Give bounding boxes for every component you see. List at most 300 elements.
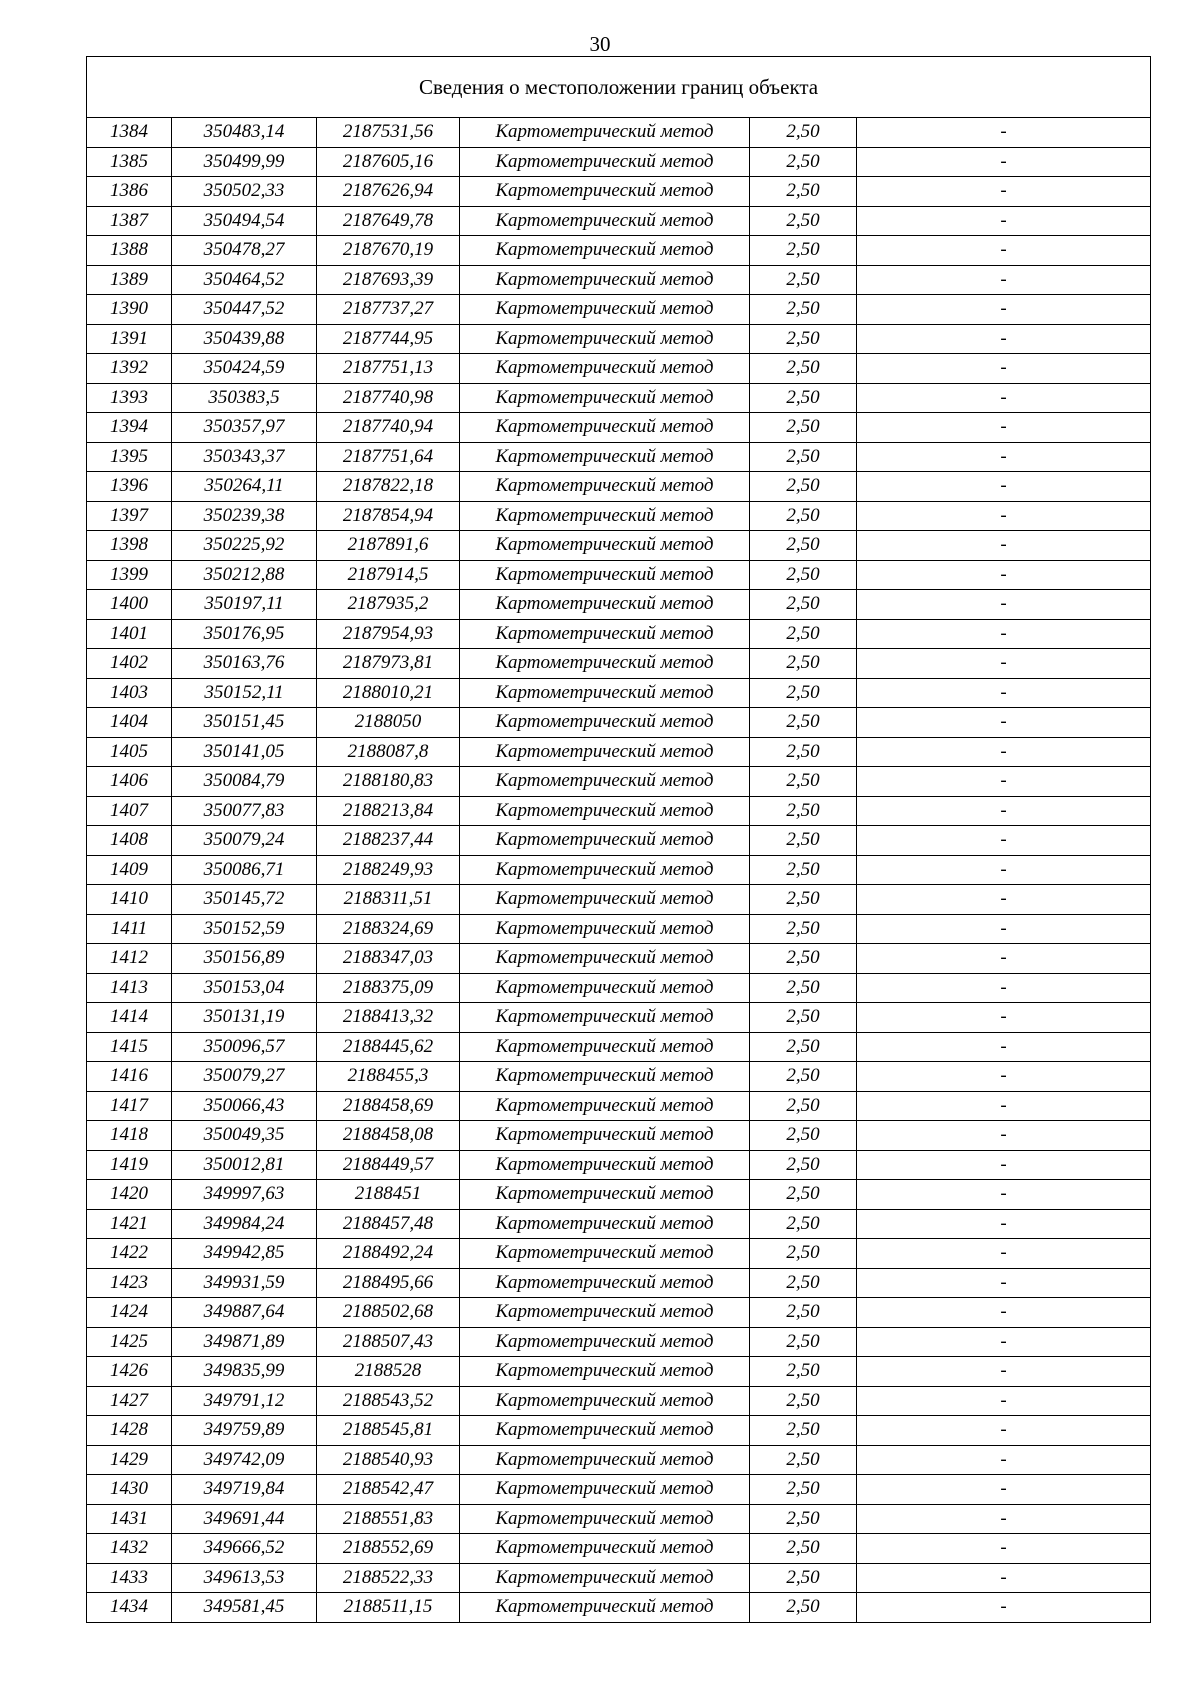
x-coordinate-cell: 349887,64 [172,1298,317,1328]
point-number-cell: 1429 [87,1445,172,1475]
note-cell: - [857,1032,1151,1062]
method-cell: Картометрический метод [460,1357,750,1387]
y-coordinate-cell: 2188543,52 [317,1386,460,1416]
x-coordinate-cell: 350212,88 [172,560,317,590]
table-row [87,118,1151,148]
method-cell: Картометрический метод [460,708,750,738]
x-coordinate-cell: 350176,95 [172,619,317,649]
accuracy-cell: 2,50 [750,855,857,885]
note-cell: - [857,826,1151,856]
table-row [87,147,1151,177]
x-coordinate-cell: 350239,38 [172,501,317,531]
note-cell: - [857,1475,1151,1505]
point-number-cell: 1406 [87,767,172,797]
table-row [87,560,1151,590]
accuracy-cell: 2,50 [750,147,857,177]
point-number-cell: 1389 [87,265,172,295]
note-cell: - [857,1091,1151,1121]
accuracy-cell: 2,50 [750,177,857,207]
point-number-cell: 1414 [87,1003,172,1033]
x-coordinate-cell: 350153,04 [172,973,317,1003]
method-cell: Картометрический метод [460,1180,750,1210]
accuracy-cell: 2,50 [750,472,857,502]
point-number-cell: 1401 [87,619,172,649]
method-cell: Картометрический метод [460,590,750,620]
y-coordinate-cell: 2187605,16 [317,147,460,177]
x-coordinate-cell: 349835,99 [172,1357,317,1387]
accuracy-cell: 2,50 [750,826,857,856]
x-coordinate-cell: 350357,97 [172,413,317,443]
point-number-cell: 1426 [87,1357,172,1387]
table-row [87,501,1151,531]
y-coordinate-cell: 2187914,5 [317,560,460,590]
point-number-cell: 1420 [87,1180,172,1210]
note-cell: - [857,1534,1151,1564]
x-coordinate-cell: 350084,79 [172,767,317,797]
note-cell: - [857,1445,1151,1475]
note-cell: - [857,1150,1151,1180]
table-row [87,1032,1151,1062]
x-coordinate-cell: 350096,57 [172,1032,317,1062]
table-row [87,442,1151,472]
y-coordinate-cell: 2188458,69 [317,1091,460,1121]
method-cell: Картометрический метод [460,236,750,266]
note-cell: - [857,324,1151,354]
point-number-cell: 1398 [87,531,172,561]
table-row [87,1209,1151,1239]
accuracy-cell: 2,50 [750,708,857,738]
method-cell: Картометрический метод [460,531,750,561]
method-cell: Картометрический метод [460,1416,750,1446]
point-number-cell: 1385 [87,147,172,177]
y-coordinate-cell: 2188445,62 [317,1032,460,1062]
table-row [87,1062,1151,1092]
y-coordinate-cell: 2187954,93 [317,619,460,649]
note-cell: - [857,531,1151,561]
accuracy-cell: 2,50 [750,1209,857,1239]
accuracy-cell: 2,50 [750,914,857,944]
method-cell: Картометрический метод [460,1445,750,1475]
point-number-cell: 1427 [87,1386,172,1416]
accuracy-cell: 2,50 [750,265,857,295]
point-number-cell: 1409 [87,855,172,885]
note-cell: - [857,413,1151,443]
method-cell: Картометрический метод [460,1268,750,1298]
note-cell: - [857,708,1151,738]
note-cell: - [857,885,1151,915]
accuracy-cell: 2,50 [750,973,857,1003]
accuracy-cell: 2,50 [750,1563,857,1593]
point-number-cell: 1393 [87,383,172,413]
y-coordinate-cell: 2188540,93 [317,1445,460,1475]
point-number-cell: 1387 [87,206,172,236]
table-row [87,1445,1151,1475]
accuracy-cell: 2,50 [750,737,857,767]
point-number-cell: 1421 [87,1209,172,1239]
y-coordinate-cell: 2187935,2 [317,590,460,620]
point-number-cell: 1390 [87,295,172,325]
point-number-cell: 1394 [87,413,172,443]
point-number-cell: 1413 [87,973,172,1003]
method-cell: Картометрический метод [460,973,750,1003]
point-number-cell: 1400 [87,590,172,620]
note-cell: - [857,1563,1151,1593]
y-coordinate-cell: 2188545,81 [317,1416,460,1446]
x-coordinate-cell: 350066,43 [172,1091,317,1121]
point-number-cell: 1416 [87,1062,172,1092]
point-number-cell: 1434 [87,1593,172,1623]
method-cell: Картометрический метод [460,1150,750,1180]
x-coordinate-cell: 349613,53 [172,1563,317,1593]
table-row [87,619,1151,649]
accuracy-cell: 2,50 [750,944,857,974]
note-cell: - [857,1180,1151,1210]
table-row [87,531,1151,561]
note-cell: - [857,442,1151,472]
method-cell: Картометрический метод [460,118,750,148]
table-row [87,1298,1151,1328]
point-number-cell: 1391 [87,324,172,354]
boundary-table-container [86,56,1150,1623]
y-coordinate-cell: 2187626,94 [317,177,460,207]
table-row [87,1239,1151,1269]
note-cell: - [857,383,1151,413]
point-number-cell: 1402 [87,649,172,679]
y-coordinate-cell: 2188087,8 [317,737,460,767]
note-cell: - [857,973,1151,1003]
x-coordinate-cell: 350131,19 [172,1003,317,1033]
method-cell: Картометрический метод [460,1504,750,1534]
method-cell: Картометрический метод [460,354,750,384]
point-number-cell: 1430 [87,1475,172,1505]
note-cell: - [857,1416,1151,1446]
point-number-cell: 1388 [87,236,172,266]
method-cell: Картометрический метод [460,383,750,413]
method-cell: Картометрический метод [460,767,750,797]
accuracy-cell: 2,50 [750,590,857,620]
accuracy-cell: 2,50 [750,531,857,561]
accuracy-cell: 2,50 [750,413,857,443]
method-cell: Картометрический метод [460,1091,750,1121]
accuracy-cell: 2,50 [750,236,857,266]
method-cell: Картометрический метод [460,1032,750,1062]
point-number-cell: 1405 [87,737,172,767]
table-row [87,1150,1151,1180]
note-cell: - [857,472,1151,502]
accuracy-cell: 2,50 [750,1593,857,1623]
note-cell: - [857,619,1151,649]
method-cell: Картометрический метод [460,1209,750,1239]
y-coordinate-cell: 2188507,43 [317,1327,460,1357]
table-row [87,767,1151,797]
table-row [87,206,1151,236]
accuracy-cell: 2,50 [750,1062,857,1092]
accuracy-cell: 2,50 [750,324,857,354]
point-number-cell: 1408 [87,826,172,856]
y-coordinate-cell: 2188502,68 [317,1298,460,1328]
point-number-cell: 1395 [87,442,172,472]
y-coordinate-cell: 2188455,3 [317,1062,460,1092]
method-cell: Картометрический метод [460,649,750,679]
point-number-cell: 1432 [87,1534,172,1564]
x-coordinate-cell: 350012,81 [172,1150,317,1180]
y-coordinate-cell: 2188451 [317,1180,460,1210]
y-coordinate-cell: 2187973,81 [317,649,460,679]
y-coordinate-cell: 2187649,78 [317,206,460,236]
table-row [87,177,1151,207]
accuracy-cell: 2,50 [750,1504,857,1534]
x-coordinate-cell: 350383,5 [172,383,317,413]
method-cell: Картометрический метод [460,1386,750,1416]
x-coordinate-cell: 349719,84 [172,1475,317,1505]
x-coordinate-cell: 350264,11 [172,472,317,502]
table-row [87,383,1151,413]
x-coordinate-cell: 350141,05 [172,737,317,767]
x-coordinate-cell: 349984,24 [172,1209,317,1239]
point-number-cell: 1412 [87,944,172,974]
y-coordinate-cell: 2187531,56 [317,118,460,148]
accuracy-cell: 2,50 [750,649,857,679]
point-number-cell: 1415 [87,1032,172,1062]
point-number-cell: 1384 [87,118,172,148]
table-body [87,118,1151,1623]
note-cell: - [857,1357,1151,1387]
y-coordinate-cell: 2188449,57 [317,1150,460,1180]
method-cell: Картометрический метод [460,1475,750,1505]
accuracy-cell: 2,50 [750,1003,857,1033]
accuracy-cell: 2,50 [750,885,857,915]
y-coordinate-cell: 2188213,84 [317,796,460,826]
x-coordinate-cell: 350145,72 [172,885,317,915]
table-row [87,1091,1151,1121]
accuracy-cell: 2,50 [750,767,857,797]
note-cell: - [857,118,1151,148]
note-cell: - [857,354,1151,384]
x-coordinate-cell: 350197,11 [172,590,317,620]
y-coordinate-cell: 2187822,18 [317,472,460,502]
note-cell: - [857,914,1151,944]
table-row [87,678,1151,708]
x-coordinate-cell: 349666,52 [172,1534,317,1564]
y-coordinate-cell: 2188324,69 [317,914,460,944]
x-coordinate-cell: 350464,52 [172,265,317,295]
table-row [87,1180,1151,1210]
method-cell: Картометрический метод [460,1534,750,1564]
note-cell: - [857,1327,1151,1357]
accuracy-cell: 2,50 [750,1475,857,1505]
table-row [87,1357,1151,1387]
table-row [87,1121,1151,1151]
note-cell: - [857,1298,1151,1328]
point-number-cell: 1392 [87,354,172,384]
accuracy-cell: 2,50 [750,1239,857,1269]
x-coordinate-cell: 350483,14 [172,118,317,148]
method-cell: Картометрический метод [460,1593,750,1623]
accuracy-cell: 2,50 [750,619,857,649]
note-cell: - [857,796,1151,826]
accuracy-cell: 2,50 [750,796,857,826]
method-cell: Картометрический метод [460,472,750,502]
method-cell: Картометрический метод [460,826,750,856]
method-cell: Картометрический метод [460,678,750,708]
boundary-coordinates-table [86,56,1151,1623]
point-number-cell: 1399 [87,560,172,590]
point-number-cell: 1411 [87,914,172,944]
x-coordinate-cell: 350156,89 [172,944,317,974]
x-coordinate-cell: 350478,27 [172,236,317,266]
table-row [87,796,1151,826]
note-cell: - [857,1003,1151,1033]
table-row [87,1534,1151,1564]
y-coordinate-cell: 2188511,15 [317,1593,460,1623]
y-coordinate-cell: 2187740,98 [317,383,460,413]
accuracy-cell: 2,50 [750,678,857,708]
y-coordinate-cell: 2187670,19 [317,236,460,266]
y-coordinate-cell: 2187751,64 [317,442,460,472]
x-coordinate-cell: 349691,44 [172,1504,317,1534]
point-number-cell: 1407 [87,796,172,826]
x-coordinate-cell: 349997,63 [172,1180,317,1210]
y-coordinate-cell: 2188458,08 [317,1121,460,1151]
y-coordinate-cell: 2188522,33 [317,1563,460,1593]
accuracy-cell: 2,50 [750,1121,857,1151]
table-row [87,1268,1151,1298]
note-cell: - [857,767,1151,797]
y-coordinate-cell: 2188347,03 [317,944,460,974]
note-cell: - [857,1121,1151,1151]
note-cell: - [857,147,1151,177]
table-row [87,826,1151,856]
point-number-cell: 1403 [87,678,172,708]
accuracy-cell: 2,50 [750,1327,857,1357]
x-coordinate-cell: 349871,89 [172,1327,317,1357]
y-coordinate-cell: 2187737,27 [317,295,460,325]
accuracy-cell: 2,50 [750,295,857,325]
x-coordinate-cell: 350086,71 [172,855,317,885]
y-coordinate-cell: 2188237,44 [317,826,460,856]
y-coordinate-cell: 2187891,6 [317,531,460,561]
x-coordinate-cell: 350447,52 [172,295,317,325]
y-coordinate-cell: 2188492,24 [317,1239,460,1269]
note-cell: - [857,1209,1151,1239]
accuracy-cell: 2,50 [750,1416,857,1446]
y-coordinate-cell: 2188542,47 [317,1475,460,1505]
method-cell: Картометрический метод [460,1298,750,1328]
table-row [87,1327,1151,1357]
note-cell: - [857,236,1151,266]
note-cell: - [857,177,1151,207]
accuracy-cell: 2,50 [750,1032,857,1062]
method-cell: Картометрический метод [460,265,750,295]
note-cell: - [857,590,1151,620]
note-cell: - [857,1062,1151,1092]
y-coordinate-cell: 2188249,93 [317,855,460,885]
point-number-cell: 1431 [87,1504,172,1534]
table-row [87,1504,1151,1534]
note-cell: - [857,265,1151,295]
point-number-cell: 1386 [87,177,172,207]
note-cell: - [857,1386,1151,1416]
point-number-cell: 1424 [87,1298,172,1328]
point-number-cell: 1418 [87,1121,172,1151]
x-coordinate-cell: 350494,54 [172,206,317,236]
note-cell: - [857,649,1151,679]
point-number-cell: 1422 [87,1239,172,1269]
x-coordinate-cell: 350077,83 [172,796,317,826]
note-cell: - [857,1268,1151,1298]
accuracy-cell: 2,50 [750,354,857,384]
x-coordinate-cell: 350049,35 [172,1121,317,1151]
x-coordinate-cell: 350424,59 [172,354,317,384]
note-cell: - [857,560,1151,590]
table-title-row [87,57,1151,118]
method-cell: Картометрический метод [460,1062,750,1092]
table-row [87,1475,1151,1505]
point-number-cell: 1433 [87,1563,172,1593]
note-cell: - [857,855,1151,885]
x-coordinate-cell: 350225,92 [172,531,317,561]
table-row [87,1416,1151,1446]
table-row [87,855,1151,885]
accuracy-cell: 2,50 [750,118,857,148]
note-cell: - [857,501,1151,531]
method-cell: Картометрический метод [460,944,750,974]
x-coordinate-cell: 350163,76 [172,649,317,679]
table-row [87,413,1151,443]
method-cell: Картометрический метод [460,501,750,531]
accuracy-cell: 2,50 [750,1268,857,1298]
table-row [87,265,1151,295]
y-coordinate-cell: 2187693,39 [317,265,460,295]
table-row [87,708,1151,738]
y-coordinate-cell: 2188495,66 [317,1268,460,1298]
table-row [87,944,1151,974]
method-cell: Картометрический метод [460,206,750,236]
method-cell: Картометрический метод [460,1563,750,1593]
page-number: 30 [589,32,611,56]
method-cell: Картометрический метод [460,442,750,472]
y-coordinate-cell: 2188551,83 [317,1504,460,1534]
accuracy-cell: 2,50 [750,1298,857,1328]
method-cell: Картометрический метод [460,1239,750,1269]
table-row [87,1563,1151,1593]
note-cell: - [857,1239,1151,1269]
point-number-cell: 1428 [87,1416,172,1446]
table-row [87,914,1151,944]
note-cell: - [857,1593,1151,1623]
method-cell: Картометрический метод [460,855,750,885]
x-coordinate-cell: 350079,27 [172,1062,317,1092]
method-cell: Картометрический метод [460,560,750,590]
note-cell: - [857,295,1151,325]
table-row [87,295,1151,325]
x-coordinate-cell: 350079,24 [172,826,317,856]
x-coordinate-cell: 349581,45 [172,1593,317,1623]
y-coordinate-cell: 2188375,09 [317,973,460,1003]
note-cell: - [857,206,1151,236]
point-number-cell: 1417 [87,1091,172,1121]
x-coordinate-cell: 349759,89 [172,1416,317,1446]
table-row [87,1003,1151,1033]
method-cell: Картометрический метод [460,1327,750,1357]
accuracy-cell: 2,50 [750,1091,857,1121]
x-coordinate-cell: 349931,59 [172,1268,317,1298]
point-number-cell: 1419 [87,1150,172,1180]
y-coordinate-cell: 2187854,94 [317,501,460,531]
table-row [87,973,1151,1003]
method-cell: Картометрический метод [460,885,750,915]
method-cell: Картометрический метод [460,147,750,177]
